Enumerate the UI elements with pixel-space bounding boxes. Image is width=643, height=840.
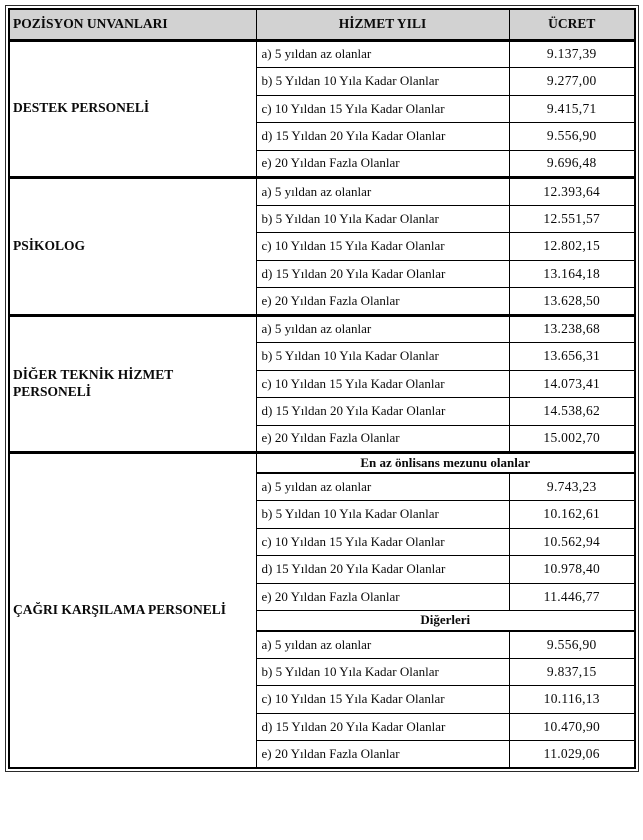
- wage-cell: 12.802,15: [509, 233, 635, 261]
- table-body: [9, 40, 635, 768]
- wage-cell: 10.116,13: [509, 686, 635, 714]
- wage-cell: 9.837,15: [509, 658, 635, 686]
- position-cell: PSİKOLOG: [9, 178, 256, 316]
- wage-cell: 11.446,77: [509, 583, 635, 611]
- header-row: [9, 9, 635, 40]
- service-year-cell: d) 15 Yıldan 20 Yıla Kadar Olanlar: [256, 713, 509, 741]
- service-year-cell: a) 5 yıldan az olanlar: [256, 315, 509, 343]
- header-service-year: HİZMET YILI: [256, 9, 509, 40]
- wage-cell: 13.164,18: [509, 260, 635, 288]
- wage-cell: 9.743,23: [509, 473, 635, 501]
- wage-cell: 14.073,41: [509, 370, 635, 398]
- wage-cell: 9.556,90: [509, 123, 635, 151]
- service-year-cell: b) 5 Yıldan 10 Yıla Kadar Olanlar: [256, 205, 509, 233]
- wage-row: [9, 40, 635, 68]
- service-year-cell: e) 20 Yıldan Fazla Olanlar: [256, 583, 509, 611]
- service-year-cell: a) 5 yıldan az olanlar: [256, 178, 509, 206]
- service-year-cell: c) 10 Yıldan 15 Yıla Kadar Olanlar: [256, 528, 509, 556]
- wage-cell: 9.556,90: [509, 631, 635, 659]
- wage-cell: 13.656,31: [509, 343, 635, 371]
- service-year-cell: c) 10 Yıldan 15 Yıla Kadar Olanlar: [256, 686, 509, 714]
- wage-cell: 10.978,40: [509, 556, 635, 584]
- header-position-titles: POZİSYON UNVANLARI: [9, 9, 256, 40]
- service-year-cell: d) 15 Yıldan 20 Yıla Kadar Olanlar: [256, 260, 509, 288]
- section-subheader: En az önlisans mezunu olanlar: [256, 453, 635, 474]
- wage-cell: 12.551,57: [509, 205, 635, 233]
- wage-cell: 14.538,62: [509, 398, 635, 426]
- wage-table: [8, 8, 636, 769]
- service-year-cell: a) 5 yıldan az olanlar: [256, 40, 509, 68]
- service-year-cell: e) 20 Yıldan Fazla Olanlar: [256, 425, 509, 453]
- wage-cell: 9.277,00: [509, 68, 635, 96]
- wage-cell: 10.470,90: [509, 713, 635, 741]
- service-year-cell: d) 15 Yıldan 20 Yıla Kadar Olanlar: [256, 398, 509, 426]
- position-cell: DİĞER TEKNİK HİZMET PERSONELİ: [9, 315, 256, 453]
- wage-cell: 9.696,48: [509, 150, 635, 178]
- service-year-cell: e) 20 Yıldan Fazla Olanlar: [256, 150, 509, 178]
- service-year-cell: b) 5 Yıldan 10 Yıla Kadar Olanlar: [256, 501, 509, 529]
- wage-cell: 13.628,50: [509, 288, 635, 316]
- service-year-cell: a) 5 yıldan az olanlar: [256, 473, 509, 501]
- service-year-cell: c) 10 Yıldan 15 Yıla Kadar Olanlar: [256, 233, 509, 261]
- service-year-cell: e) 20 Yıldan Fazla Olanlar: [256, 288, 509, 316]
- wage-cell: 9.415,71: [509, 95, 635, 123]
- wage-cell: 11.029,06: [509, 741, 635, 769]
- section-subheader: Diğerleri: [256, 611, 635, 631]
- service-year-cell: b) 5 Yıldan 10 Yıla Kadar Olanlar: [256, 343, 509, 371]
- service-year-cell: b) 5 Yıldan 10 Yıla Kadar Olanlar: [256, 68, 509, 96]
- wage-cell: 10.162,61: [509, 501, 635, 529]
- service-year-cell: b) 5 Yıldan 10 Yıla Kadar Olanlar: [256, 658, 509, 686]
- service-year-cell: e) 20 Yıldan Fazla Olanlar: [256, 741, 509, 769]
- service-year-cell: d) 15 Yıldan 20 Yıla Kadar Olanlar: [256, 556, 509, 584]
- wage-cell: 12.393,64: [509, 178, 635, 206]
- section-subheader-row: [9, 453, 635, 474]
- service-year-cell: a) 5 yıldan az olanlar: [256, 631, 509, 659]
- service-year-cell: c) 10 Yıldan 15 Yıla Kadar Olanlar: [256, 370, 509, 398]
- service-year-cell: c) 10 Yıldan 15 Yıla Kadar Olanlar: [256, 95, 509, 123]
- wage-cell: 15.002,70: [509, 425, 635, 453]
- position-cell: DESTEK PERSONELİ: [9, 40, 256, 178]
- header-wage: ÜCRET: [509, 9, 635, 40]
- wage-cell: 13.238,68: [509, 315, 635, 343]
- wage-row: [9, 315, 635, 343]
- service-year-cell: d) 15 Yıldan 20 Yıla Kadar Olanlar: [256, 123, 509, 151]
- wage-cell: 9.137,39: [509, 40, 635, 68]
- wage-cell: 10.562,94: [509, 528, 635, 556]
- wage-row: [9, 178, 635, 206]
- position-cell: ÇAĞRI KARŞILAMA PERSONELİ: [9, 453, 256, 769]
